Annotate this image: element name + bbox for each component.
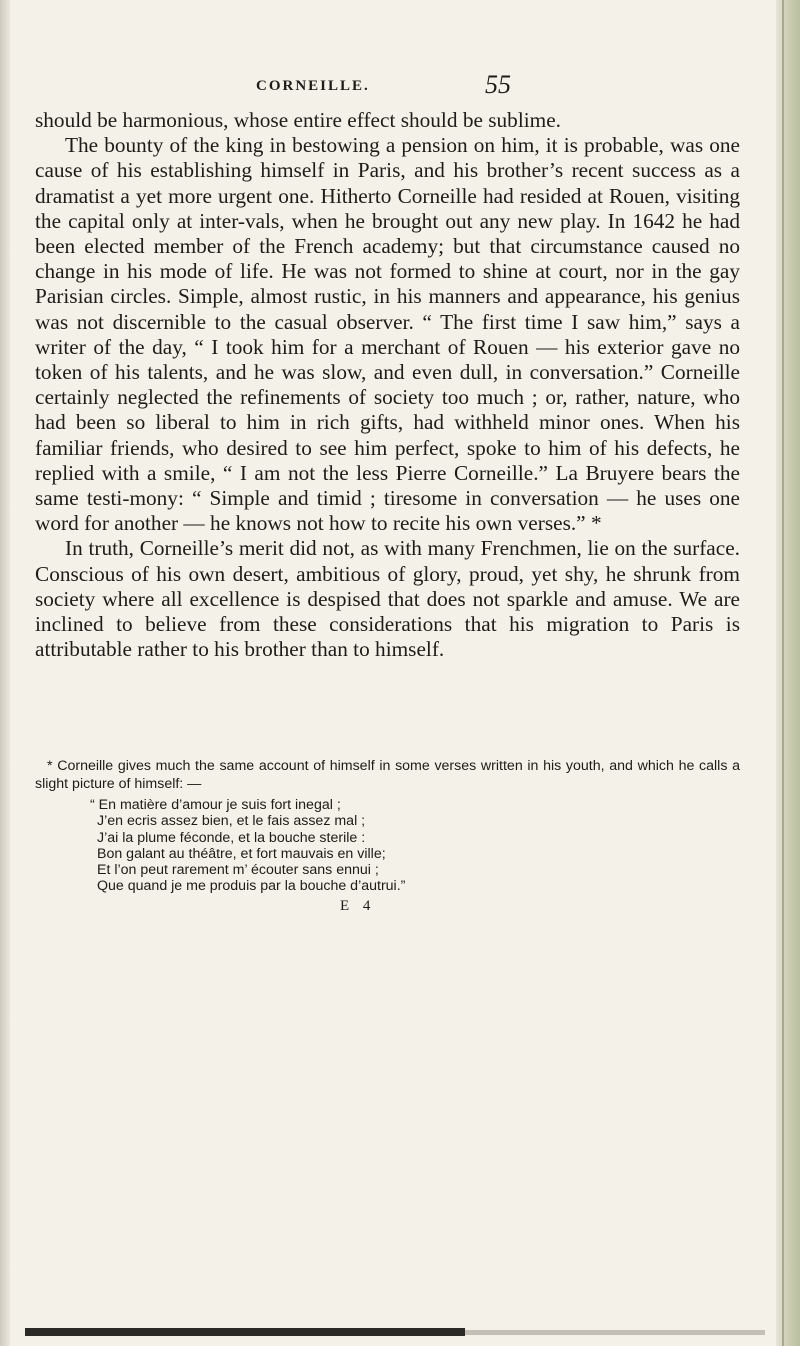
paragraph-1: should be harmonious, whose entire effect should be sublime. (35, 108, 562, 132)
verse-line: Que quand je me produis par la bouche d’autrui.” (97, 878, 406, 895)
verse-line: J’en ecris assez bien, et le fais assez mal ; (97, 813, 366, 830)
bottom-edge-shadow (25, 1328, 465, 1336)
verse-line: J’ai la plume féconde, et la bouche sterile : (97, 829, 366, 846)
main-text (35, 108, 740, 662)
page-header (0, 70, 800, 104)
paragraph-3: In truth, Corneille’s merit did not, as with many Frenchmen, lie on the surface. Conscious of his own desert, ambitious of glory, proud, yet shy, he shrunk from society where all excellence is despised that does not sparkle and amuse. We are inclined to believe from these considerations that his migration to Paris is attributable rather to his brother than to himself. (35, 536, 740, 662)
signature-mark: E 4 (340, 898, 376, 914)
bottom-edge-shadow-light (465, 1330, 765, 1335)
right-page-edge (776, 0, 800, 1346)
footnote-verse (90, 797, 650, 895)
paragraph-2: The bounty of the king in bestowing a pension on him, it is probable, was one cause of his establishing himself in Paris, and his brother’s recent success as a dramatist a yet more urgent one. Hitherto Corneille had resided at Rouen, visiting the capital only at inter-vals, when he brought out any new play. In 1642 he had been elected member of the French academy; but that circumstance caused no change in his mode of life. He was not formed to shine at court, nor in the gay Parisian circles. Simple, almost rustic, in his manners and appearance, his genius was not discernible to the casual observer. “ The first time I saw him,” says a writer of the day, “ I took him for a merchant of Rouen — his exterior gave no token of his talents, and he was slow, and even dull, in conversation.” Corneille certainly neglected the refinements of society too much ; or, rather, nature, who had been so liberal to him in rich gifts, had withheld minor ones. When his familiar friends, who desired to see him perfect, spoke to him of his defects, he replied with a smile, “ I am not the less Pierre Corneille.” La Bruyere bears the same testi-mony: “ Simple and timid ; tiresome in conversation — he uses one word for another — he knows not how to recite his own verses.” * (35, 133, 740, 536)
running-head: CORNEILLE. (256, 78, 370, 94)
verse-line: “ En matière d’amour je suis fort inegal ; (90, 797, 341, 813)
verse-line: Et l’on peut rarement m’ écouter sans ennui ; (97, 862, 379, 879)
footnote (35, 758, 740, 793)
footnote-text: * Corneille gives much the same account of himself in some verses written in his youth, and which he calls a slight picture of himself: — (35, 758, 740, 792)
verse-line: Bon galant au théâtre, et fort mauvais en ville; (97, 845, 386, 862)
spine-line (782, 0, 784, 1346)
page-number: 55 (485, 70, 511, 99)
left-page-edge (0, 0, 10, 1346)
